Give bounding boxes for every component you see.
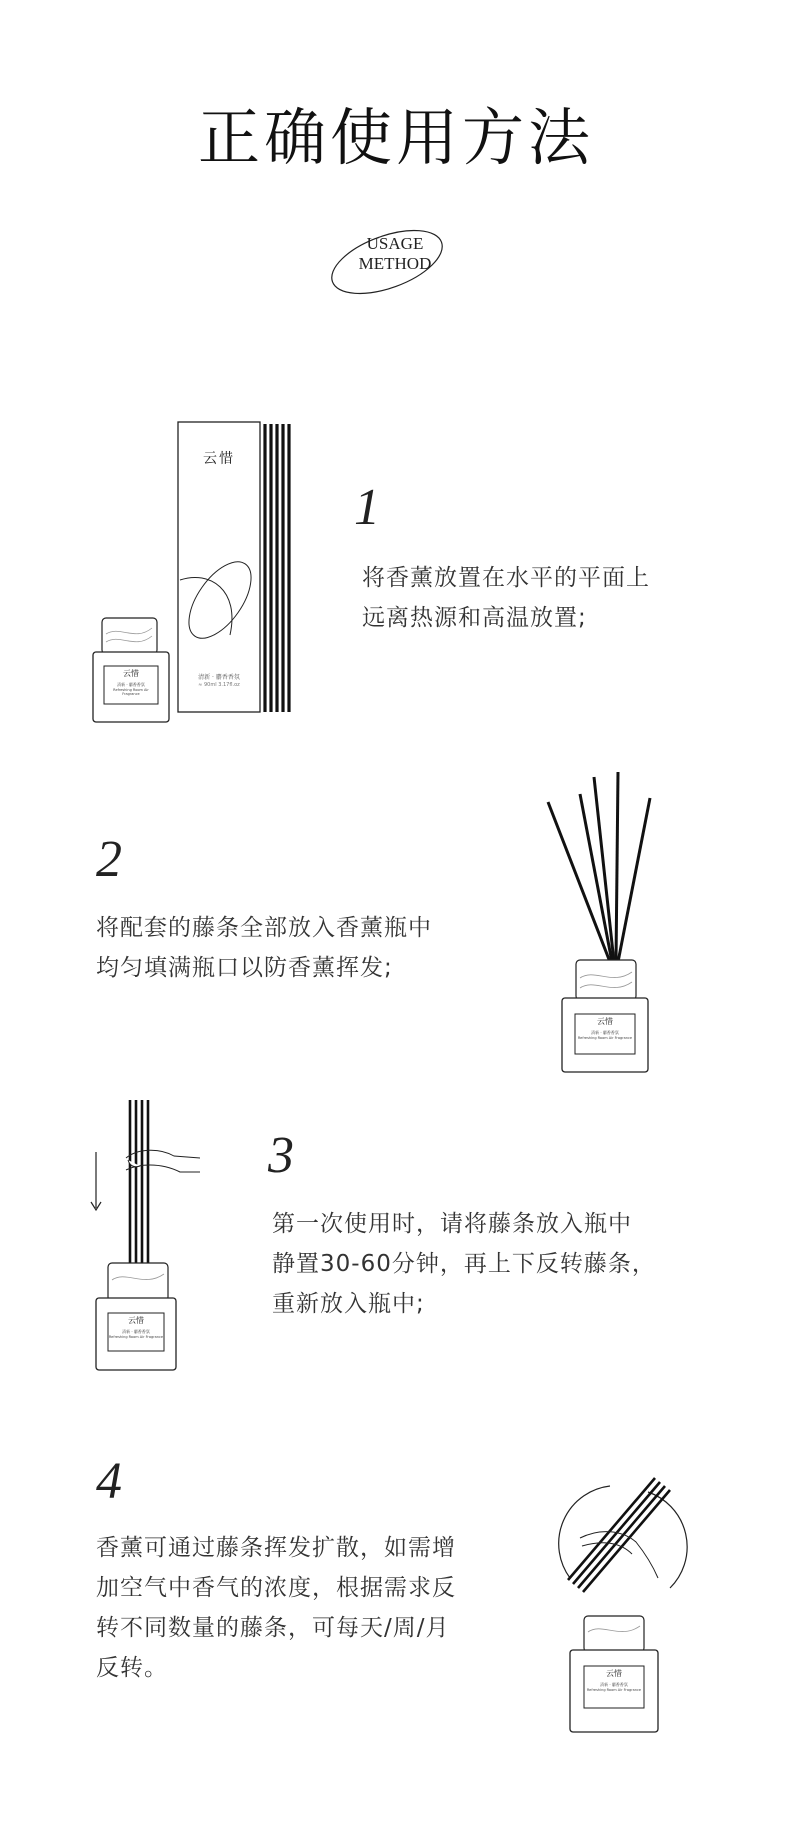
- reed-stick: [568, 1478, 655, 1580]
- badge-line-usage: USAGE: [366, 234, 424, 253]
- step2-line: 将配套的藤条全部放入香薰瓶中: [96, 915, 432, 941]
- step4-line: 转不同数量的藤条，可每天/周/月: [96, 1615, 450, 1641]
- step4-line: 香薰可通过藤条挥发扩散，如需增: [96, 1535, 456, 1561]
- step1-text: [362, 558, 650, 638]
- bottle-desc-label: Refreshing Room Air Fragrance: [577, 1036, 633, 1040]
- bottle-cap-icon: [584, 1616, 644, 1652]
- bottle-desc-label: Refreshing Room Air Fragrance: [586, 1688, 642, 1692]
- step2-illustration: [540, 772, 670, 1062]
- step3-text: [272, 1204, 656, 1324]
- step4-text: [96, 1528, 456, 1688]
- step3-illustration: [90, 1100, 220, 1400]
- bottle-sub-label: 清新 · 麝香香氛: [117, 682, 145, 687]
- reed-stick: [578, 1486, 665, 1588]
- bottle-brand-label: 云惜: [597, 1017, 613, 1026]
- usage-method-badge: [325, 214, 465, 304]
- step3-line: 静置30-60分钟，再上下反转藤条，: [272, 1251, 656, 1277]
- bottle-brand-label: 云惜: [606, 1669, 622, 1678]
- step4-line: 加空气中香气的浓度，根据需求反: [96, 1575, 456, 1601]
- bottle-cap-icon: [108, 1263, 168, 1301]
- page-title: 正确使用方法: [197, 101, 594, 174]
- step1-number: 1: [354, 479, 380, 536]
- bottle-desc-label: Refreshing Room Air Fragrance: [113, 688, 149, 696]
- step2-number: 2: [96, 831, 122, 888]
- box-volume-label: ≈ 90ml 3.17fl.oz: [198, 682, 240, 688]
- reed-stick: [580, 794, 612, 962]
- reed-stick: [594, 777, 614, 962]
- badge-line-method: METHOD: [358, 254, 432, 273]
- bottle-cap-icon: [576, 960, 636, 1000]
- step1-illustration: [90, 420, 290, 720]
- bottle-desc-label: Refreshing Room Air Fragrance: [108, 1335, 164, 1339]
- step2-text: [96, 908, 432, 988]
- step4-number: 4: [96, 1453, 122, 1510]
- step3-line: 第一次使用时，请将藤条放入瓶中: [272, 1211, 632, 1237]
- bottle-cap-icon: [102, 618, 157, 654]
- bottle-brand-label: 云惜: [128, 1316, 144, 1325]
- reed-stick: [618, 798, 650, 962]
- box-brand-label: 云惜: [203, 451, 235, 467]
- step4-line: 反转。: [96, 1655, 168, 1681]
- step1-line: 远离热源和高温放置;: [362, 605, 587, 631]
- bottle-sub-label: 清新 · 麝香香氛: [591, 1030, 619, 1035]
- step3-number: 3: [268, 1127, 294, 1184]
- bottle-brand-label: 云惜: [123, 669, 139, 678]
- bottle-sub-label: 清新 · 麝香香氛: [600, 1682, 628, 1687]
- step3-line: 重新放入瓶中;: [272, 1291, 425, 1317]
- bottle-sub-label: 清新 · 麝香香氛: [122, 1329, 150, 1334]
- step1-line: 将香薰放置在水平的平面上: [362, 565, 650, 591]
- step4-illustration: [540, 1468, 690, 1768]
- reed-stick: [616, 772, 618, 962]
- box-sub-label: 清新 · 麝香香氛: [198, 674, 240, 681]
- step2-line: 均匀填满瓶口以防香薰挥发;: [96, 955, 393, 981]
